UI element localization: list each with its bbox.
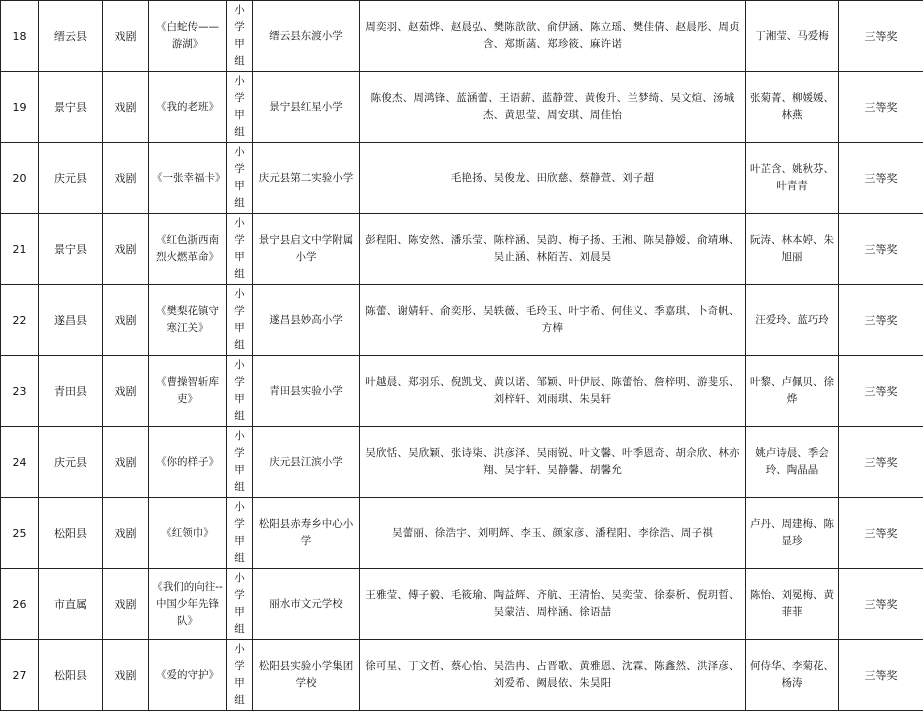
- program-title-cell: 《红色浙西南 烈火燃革命》: [149, 214, 227, 285]
- category-cell: 戏剧: [103, 143, 149, 214]
- row-number: 21: [1, 214, 39, 285]
- category-cell: 戏剧: [103, 640, 149, 711]
- category-cell: 戏剧: [103, 285, 149, 356]
- award-cell: 三等奖: [839, 1, 923, 72]
- award-cell: 三等奖: [839, 285, 923, 356]
- row-number: 22: [1, 285, 39, 356]
- row-number: 23: [1, 356, 39, 427]
- table-row: [1, 1, 923, 72]
- school-cell: 松阳县赤寿乡中心小学: [253, 498, 360, 569]
- table-row: [1, 285, 923, 356]
- row-number: 19: [1, 72, 39, 143]
- program-title-cell: 《曹操智斩库吏》: [149, 356, 227, 427]
- county-cell: 缙云县: [39, 1, 103, 72]
- award-cell: 三等奖: [839, 356, 923, 427]
- award-cell: 三等奖: [839, 640, 923, 711]
- teachers-cell: 卢丹、周建梅、陈显珍: [746, 498, 839, 569]
- teachers-cell: 阮涛、林本婷、朱旭丽: [746, 214, 839, 285]
- group-cell: 小学甲组: [227, 356, 253, 427]
- school-cell: 青田县实验小学: [253, 356, 360, 427]
- table-row: [1, 356, 923, 427]
- row-number: 27: [1, 640, 39, 711]
- row-number: 25: [1, 498, 39, 569]
- school-cell: 庆元县江滨小学: [253, 427, 360, 498]
- school-cell: 松阳县实验小学集团学校: [253, 640, 360, 711]
- school-cell: 景宁县启文中学附属小学: [253, 214, 360, 285]
- group-cell: 小学甲组: [227, 569, 253, 640]
- table-row: [1, 498, 923, 569]
- award-cell: 三等奖: [839, 427, 923, 498]
- members-cell: 陈俊杰、周鸿锋、蓝涵蕾、王语薪、蓝静萱、黄俊升、兰梦绮、吴文煊、汤城杰、黄思莹、周安琪、周佳怡: [360, 72, 746, 143]
- category-cell: 戏剧: [103, 214, 149, 285]
- row-number: 20: [1, 143, 39, 214]
- teachers-cell: 丁湘莹、马爱梅: [746, 1, 839, 72]
- group-cell: 小学甲组: [227, 427, 253, 498]
- group-cell: 小学甲组: [227, 498, 253, 569]
- teachers-cell: 姚卢诗晨、季会玲、陶晶晶: [746, 427, 839, 498]
- table-row: [1, 72, 923, 143]
- teachers-cell: 汪爱玲、蓝巧玲: [746, 285, 839, 356]
- program-title-cell: 《红领巾》: [149, 498, 227, 569]
- category-cell: 戏剧: [103, 72, 149, 143]
- members-cell: 吴蕾丽、徐浩宇、刘明辉、李玉、颜家彦、潘程阳、李徐浩、周子祺: [360, 498, 746, 569]
- award-cell: 三等奖: [839, 214, 923, 285]
- school-cell: 遂昌县妙高小学: [253, 285, 360, 356]
- group-cell: 小学甲组: [227, 285, 253, 356]
- county-cell: 景宁县: [39, 214, 103, 285]
- county-cell: 松阳县: [39, 498, 103, 569]
- members-cell: 吴欣恬、吴欣颖、张诗柒、洪彦泽、吴雨锐、叶文馨、叶季恩奇、胡佘欣、林亦翔、吴宇轩、吴静馨、胡馨允: [360, 427, 746, 498]
- group-cell: 小学甲组: [227, 1, 253, 72]
- table-row: [1, 569, 923, 640]
- program-title-cell: 《你的样子》: [149, 427, 227, 498]
- county-cell: 景宁县: [39, 72, 103, 143]
- program-title-cell: 《我们的向往--中国少年先锋队》: [149, 569, 227, 640]
- category-cell: 戏剧: [103, 498, 149, 569]
- row-number: 26: [1, 569, 39, 640]
- group-cell: 小学甲组: [227, 214, 253, 285]
- county-cell: 青田县: [39, 356, 103, 427]
- members-cell: 周奕羽、赵茹烨、赵晨弘、樊陈歆歆、俞伊涵、陈立瑶、樊佳倩、赵晨彤、周贞含、郑斯菡、郑珍筱、麻许诺: [360, 1, 746, 72]
- school-cell: 缙云县东渡小学: [253, 1, 360, 72]
- table-row: [1, 143, 923, 214]
- group-cell: 小学甲组: [227, 640, 253, 711]
- group-cell: 小学甲组: [227, 72, 253, 143]
- school-cell: 庆元县第二实验小学: [253, 143, 360, 214]
- row-number: 24: [1, 427, 39, 498]
- members-cell: 叶越晨、郑羽乐、倪凯戈、黄以诺、邹颖、叶伊辰、陈蕾怡、詹梓明、游斐乐、刘梓轩、刘雨琪、朱昊轩: [360, 356, 746, 427]
- members-cell: 王雅莹、傅子毅、毛筱瑜、陶益辉、齐航、王清怡、吴奕莹、徐泰析、倪玥晢、吴蒙洁、周梓涵、徐语喆: [360, 569, 746, 640]
- table-row: [1, 214, 923, 285]
- table-row: [1, 427, 923, 498]
- category-cell: 戏剧: [103, 569, 149, 640]
- category-cell: 戏剧: [103, 356, 149, 427]
- county-cell: 松阳县: [39, 640, 103, 711]
- members-cell: 彭程阳、陈安然、潘乐莹、陈梓涵、吴韵、梅子扬、王湘、陈吴静嫒、俞靖琳、吴止涵、林陌苦、刘晨昊: [360, 214, 746, 285]
- members-cell: 毛艳扬、吴俊龙、田欣慈、蔡静萱、刘子超: [360, 143, 746, 214]
- program-title-cell: 《我的老班》: [149, 72, 227, 143]
- award-cell: 三等奖: [839, 72, 923, 143]
- teachers-cell: 叶黎、卢佩贝、徐烨: [746, 356, 839, 427]
- county-cell: 庆元县: [39, 427, 103, 498]
- program-title-cell: 《爱的守护》: [149, 640, 227, 711]
- county-cell: 市直属: [39, 569, 103, 640]
- teachers-cell: 叶芷含、姚秋芬、 叶青青: [746, 143, 839, 214]
- award-cell: 三等奖: [839, 143, 923, 214]
- members-cell: 徐可星、丁文哲、蔡心怡、吴浩冉、占晋歌、黄雅恩、沈霖、陈鑫然、洪泽彦、刘爱希、阙晨依、朱昊阳: [360, 640, 746, 711]
- school-cell: 景宁县红星小学: [253, 72, 360, 143]
- teachers-cell: 张菊菁、柳媛媛、林燕: [746, 72, 839, 143]
- award-cell: 三等奖: [839, 498, 923, 569]
- award-cell: 三等奖: [839, 569, 923, 640]
- program-title-cell: 《樊梨花镇守寒江关》: [149, 285, 227, 356]
- row-number: 18: [1, 1, 39, 72]
- county-cell: 庆元县: [39, 143, 103, 214]
- awards-table-body: [1, 1, 923, 711]
- teachers-cell: 何侍华、李菊花、杨涛: [746, 640, 839, 711]
- category-cell: 戏剧: [103, 427, 149, 498]
- members-cell: 陈蕾、谢婧轩、俞奕彤、吴轶薇、毛玲玉、叶宇希、何佳义、季嘉琪、卜奇帆、方棒: [360, 285, 746, 356]
- program-title-cell: 《一张幸福卡》: [149, 143, 227, 214]
- program-title-cell: 《白蛇传——游湖》: [149, 1, 227, 72]
- teachers-cell: 陈怡、刘冕梅、黄菲菲: [746, 569, 839, 640]
- group-cell: 小学甲组: [227, 143, 253, 214]
- school-cell: 丽水市文元学校: [253, 569, 360, 640]
- county-cell: 遂昌县: [39, 285, 103, 356]
- table-row: [1, 640, 923, 711]
- category-cell: 戏剧: [103, 1, 149, 72]
